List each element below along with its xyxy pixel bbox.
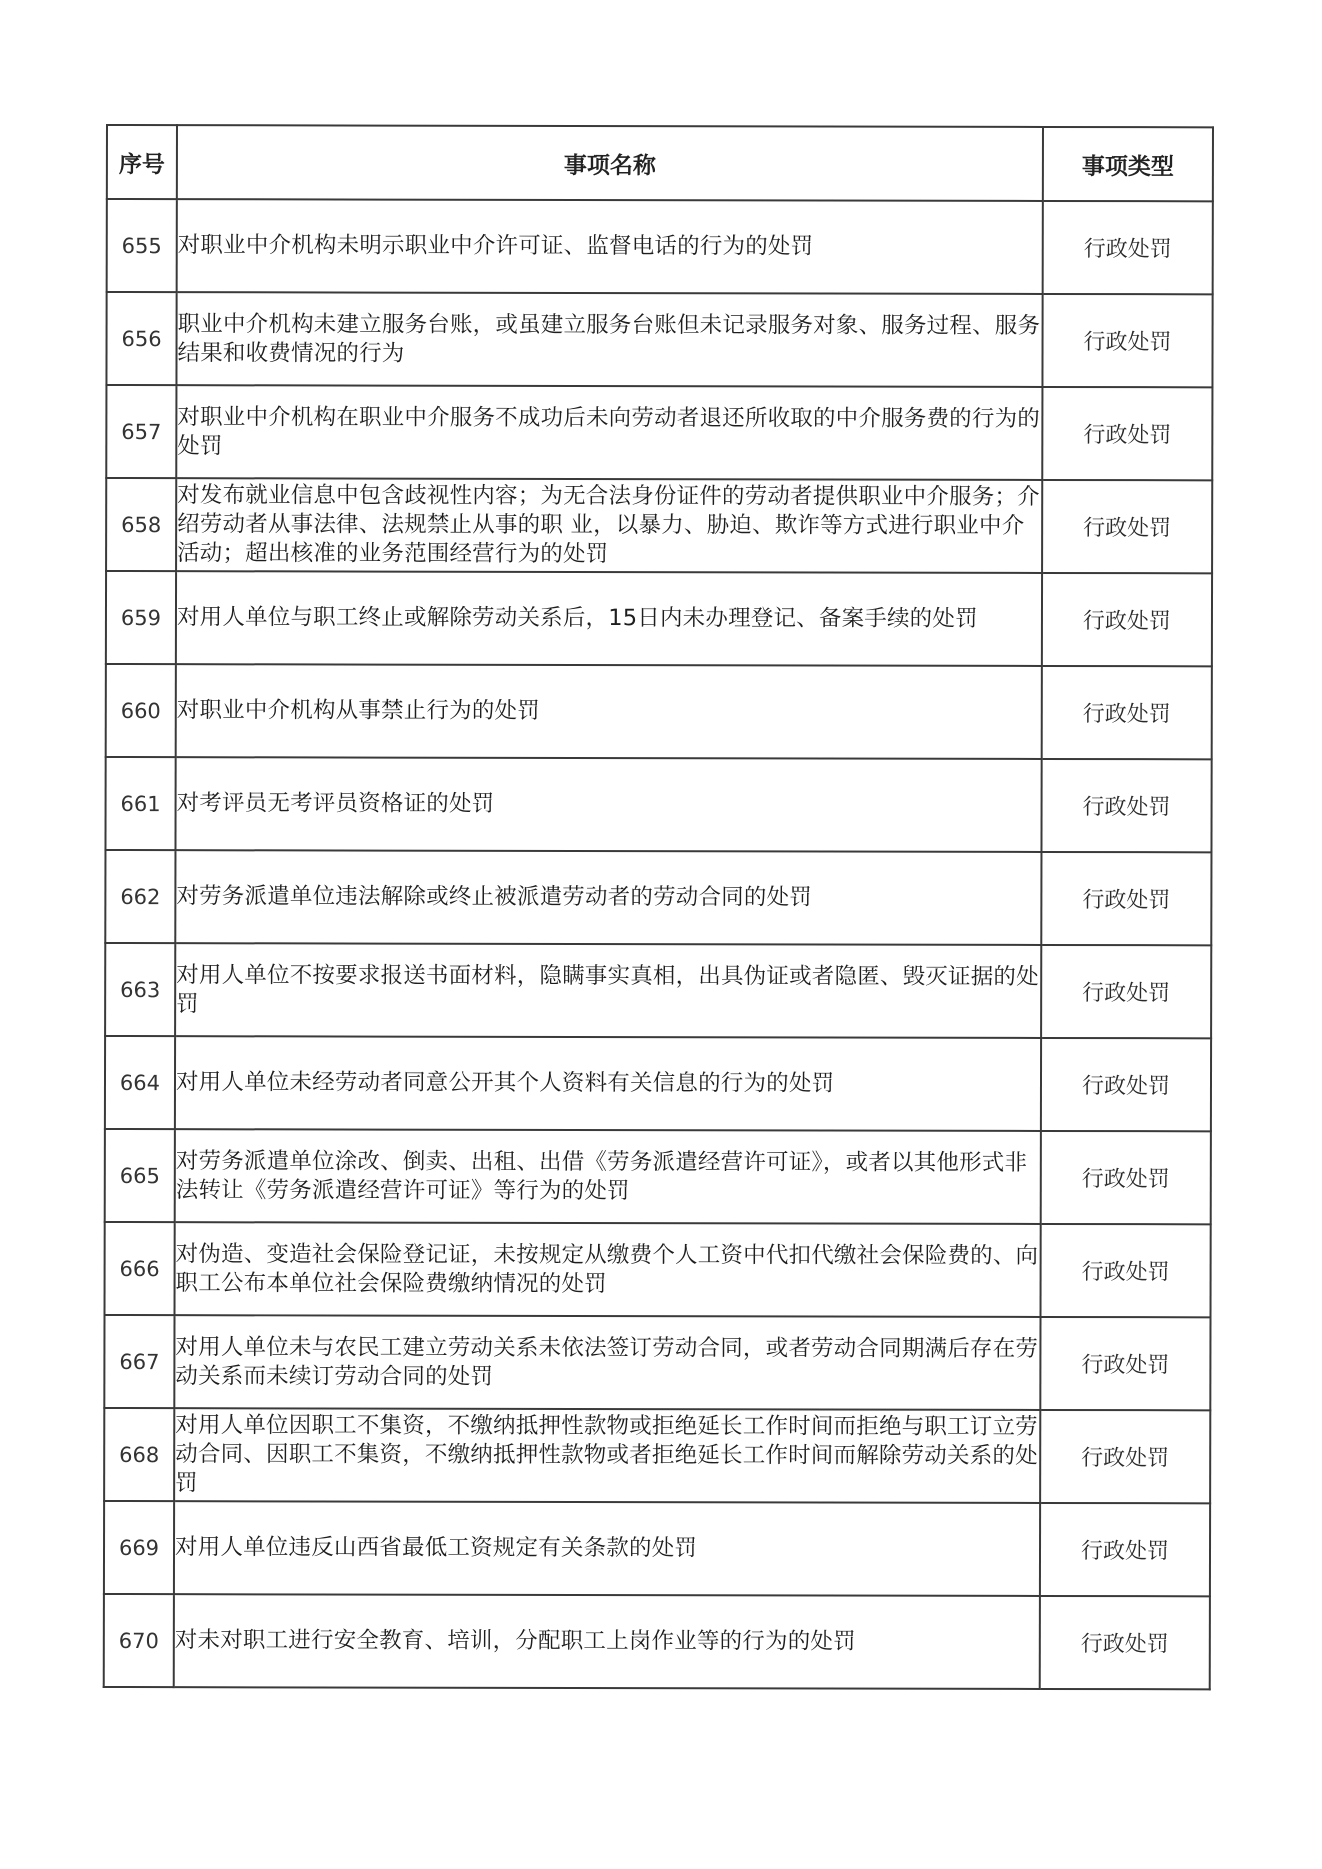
row-type: 行政处罚 xyxy=(1041,759,1211,852)
row-name: 对职业中介机构在职业中介服务不成功后未向劳动者退还所收取的中介服务费的行为的处罚 xyxy=(176,385,1042,480)
row-type: 行政处罚 xyxy=(1042,480,1212,573)
table-row xyxy=(105,943,1211,1038)
row-type: 行政处罚 xyxy=(1041,852,1211,945)
row-type: 行政处罚 xyxy=(1041,945,1211,1038)
row-name: 对职业中介机构未明示职业中介许可证、监督电话的行为的处罚 xyxy=(177,199,1043,294)
row-seq: 656 xyxy=(106,292,176,385)
row-type: 行政处罚 xyxy=(1041,1131,1211,1224)
table-header xyxy=(107,125,1213,201)
header-seq: 序号 xyxy=(107,125,177,199)
row-seq: 667 xyxy=(104,1315,174,1408)
table-row xyxy=(106,571,1212,666)
row-type: 行政处罚 xyxy=(1040,1317,1210,1410)
row-type: 行政处罚 xyxy=(1040,1410,1210,1503)
row-name: 对未对职工进行安全教育、培训，分配职工上岗作业等的行为的处罚 xyxy=(174,1594,1040,1689)
row-seq: 668 xyxy=(104,1408,174,1501)
row-seq: 665 xyxy=(105,1129,175,1222)
table-row xyxy=(106,478,1212,573)
row-name: 对职业中介机构从事禁止行为的处罚 xyxy=(176,664,1042,759)
row-name: 对劳务派遣单位涂改、倒卖、出租、出借《劳务派遣经营许可证》，或者以其他形式非法转让《劳务派遣经营许可证》等行为的处罚 xyxy=(175,1129,1041,1224)
row-name: 对用人单位未与农民工建立劳动关系未依法签订劳动合同，或者劳动合同期满后存在劳动关系而未续订劳动合同的处罚 xyxy=(174,1315,1040,1410)
row-name: 对用人单位与职工终止或解除劳动关系后，15日内未办理登记、备案手续的处罚 xyxy=(176,571,1042,666)
table-row xyxy=(106,664,1212,759)
table-row xyxy=(104,1594,1210,1689)
row-type: 行政处罚 xyxy=(1040,1503,1210,1596)
row-name: 对用人单位未经劳动者同意公开其个人资料有关信息的行为的处罚 xyxy=(175,1036,1041,1131)
row-type: 行政处罚 xyxy=(1041,1224,1211,1317)
row-name: 对用人单位违反山西省最低工资规定有关条款的处罚 xyxy=(174,1501,1040,1596)
items-table xyxy=(103,124,1214,1690)
row-type: 行政处罚 xyxy=(1042,294,1212,387)
row-seq: 655 xyxy=(107,199,177,292)
row-name: 对用人单位不按要求报送书面材料，隐瞒事实真相，出具伪证或者隐匿、毁灭证据的处罚 xyxy=(175,943,1041,1038)
row-name: 对劳务派遣单位违法解除或终止被派遣劳动者的劳动合同的处罚 xyxy=(175,850,1041,945)
row-type: 行政处罚 xyxy=(1042,573,1212,666)
row-seq: 664 xyxy=(105,1036,175,1129)
row-name: 对用人单位因职工不集资，不缴纳抵押性款物或拒绝延长工作时间而拒绝与职工订立劳动合同、因职工不集资，不缴纳抵押性款物或者拒绝延长工作时间而解除劳动关系的处罚 xyxy=(174,1408,1040,1503)
header-row xyxy=(107,125,1213,201)
table-row xyxy=(106,292,1212,387)
row-seq: 657 xyxy=(106,385,176,478)
header-name: 事项名称 xyxy=(177,125,1043,201)
row-name: 对伪造、变造社会保险登记证，未按规定从缴费个人工资中代扣代缴社会保险费的、向职工公布本单位社会保险费缴纳情况的处罚 xyxy=(175,1222,1041,1317)
table-row xyxy=(104,1501,1210,1596)
row-seq: 661 xyxy=(105,757,175,850)
row-name: 对发布就业信息中包含歧视性内容；为无合法身份证件的劳动者提供职业中介服务；介绍劳动者从事法律、法规禁止从事的职 业，以暴力、胁迫、欺诈等方式进行职业中介活动；超出核准的业务范围经营行为的处罚 xyxy=(176,478,1042,573)
table-row xyxy=(105,850,1211,945)
row-seq: 669 xyxy=(104,1501,174,1594)
table-row xyxy=(105,1036,1211,1131)
table-row xyxy=(105,1129,1211,1224)
row-type: 行政处罚 xyxy=(1043,201,1213,294)
table-row xyxy=(106,385,1212,480)
table-row xyxy=(105,1222,1211,1317)
table-row xyxy=(104,1408,1210,1503)
row-type: 行政处罚 xyxy=(1040,1596,1210,1689)
table-row xyxy=(105,757,1211,852)
row-type: 行政处罚 xyxy=(1042,387,1212,480)
row-seq: 662 xyxy=(105,850,175,943)
row-seq: 660 xyxy=(106,664,176,757)
row-name: 职业中介机构未建立服务台账，或虽建立服务台账但未记录服务对象、服务过程、服务结果和收费情况的行为 xyxy=(176,292,1042,387)
row-type: 行政处罚 xyxy=(1042,666,1212,759)
row-seq: 666 xyxy=(105,1222,175,1315)
header-type: 事项类型 xyxy=(1043,127,1213,201)
row-seq: 670 xyxy=(104,1594,174,1687)
row-seq: 659 xyxy=(106,571,176,664)
row-seq: 658 xyxy=(106,478,176,571)
table-row xyxy=(107,199,1213,294)
table-row xyxy=(104,1315,1210,1410)
table-body xyxy=(104,199,1213,1689)
row-name: 对考评员无考评员资格证的处罚 xyxy=(175,757,1041,852)
row-type: 行政处罚 xyxy=(1041,1038,1211,1131)
row-seq: 663 xyxy=(105,943,175,1036)
